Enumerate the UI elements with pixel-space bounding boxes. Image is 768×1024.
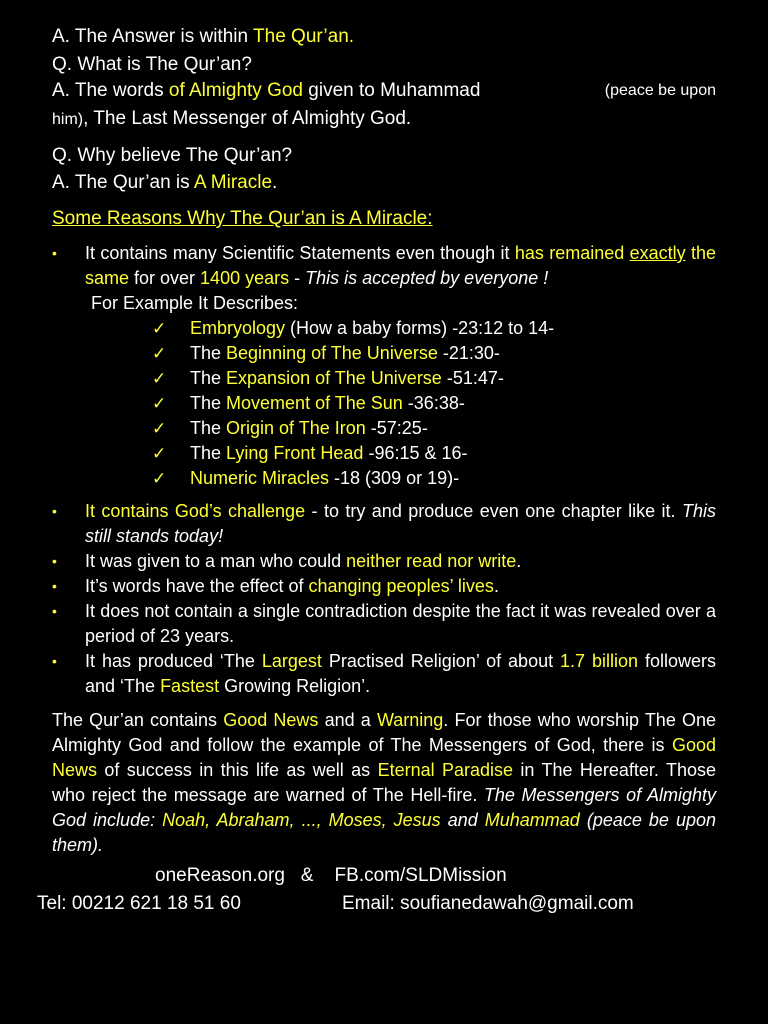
check-icon: ✓ [152, 344, 167, 363]
examples-list [0, 316, 768, 491]
bullet-item-scientific [52, 241, 716, 291]
footer-websites: oneReason.org & FB.com/SLDMission [155, 865, 507, 886]
intro-highlight: The Qur’an. [253, 26, 355, 47]
intro-text: . [272, 172, 278, 193]
example-text: The Beginning of The Universe -21:30- [190, 343, 500, 363]
bullet-icon: • [52, 503, 57, 519]
example-text: Embryology (How a baby forms) -23:12 to 14- [190, 318, 555, 338]
bullet-item-challenge [52, 499, 716, 549]
bullet-icon: • [52, 245, 57, 261]
intro-line-3 [52, 78, 716, 103]
check-icon: ✓ [152, 394, 167, 413]
bullet-item-no-contradiction [52, 599, 716, 649]
example-text: The Expansion of The Universe -51:47- [190, 368, 504, 388]
bullet-text: It contains God’s challenge - to try and produce even one chapter like it. This still stands today! [85, 501, 716, 546]
intro-text: given to Muhammad [303, 80, 481, 101]
bullet-text: It’s words have the effect of changing peoples’ lives. [85, 576, 499, 596]
example-intro: For Example It Describes: [91, 293, 299, 313]
intro-line-5: Q. Why believe The Qur’an? [52, 145, 293, 166]
intro-line-1 [52, 24, 716, 49]
intro-line-6 [52, 170, 716, 195]
bullet-icon: • [52, 603, 57, 619]
bullet-icon: • [52, 578, 57, 594]
check-icon: ✓ [152, 319, 167, 338]
example-text: The Movement of The Sun -36:38- [190, 393, 465, 413]
intro-text: , The Last Messenger of Almighty God. [83, 108, 412, 129]
bullet-text: It contains many Scientific Statements even though it has remained exactly the same for over 1400 years - This is accepted by everyone ! [85, 243, 716, 288]
footer-email: Email: soufianedawah@gmail.com [342, 893, 634, 914]
bullet-text: It does not contain a single contradiction despite the fact it was revealed over a period of 23 years. [85, 601, 716, 646]
check-icon: ✓ [152, 469, 167, 488]
intro-line-4 [52, 106, 716, 132]
check-icon: ✓ [152, 369, 167, 388]
check-icon: ✓ [152, 419, 167, 438]
bullet-item-largest-religion [52, 649, 716, 699]
intro-line-2: Q. What is The Qur’an? [52, 54, 252, 75]
intro-text: A. The Qur’an is [52, 172, 194, 193]
example-text: The Lying Front Head -96:15 & 16- [190, 443, 468, 463]
example-text: Numeric Miracles -18 (309 or 19)- [190, 468, 460, 488]
footer-phone: Tel: 00212 621 18 51 60 [37, 893, 241, 914]
intro-highlight: A Miracle [193, 172, 273, 193]
bullet-text: It has produced ‘The Largest Practised Religion’ of about 1.7 billion followers and ‘The Fastest Growing Religion’. [85, 651, 716, 696]
intro-text: A. The Answer is within [52, 26, 254, 47]
intro-highlight: of Almighty God [168, 80, 303, 101]
example-text: The Origin of The Iron -57:25- [190, 418, 428, 438]
section-heading: Some Reasons Why The Qur’an is A Miracle: [52, 208, 433, 229]
intro-small-text: (peace be upon [604, 82, 716, 99]
closing-paragraph: The Qur’an contains Good News and a Warning. For those who worship The One Almighty God and follow the example of The Messengers of God, there is Good News of success in this life as well as Eternal Paradise in The Hereafter. Those who reject the message are warned of The Hell-fire. The Messengers of Almighty God include: Noah, Abraham, ..., Moses, Jesus and Muhammad (peace be upon them). [52, 710, 717, 855]
intro-text: A. The words [52, 80, 169, 101]
bullet-text: It was given to a man who could neither read nor write. [85, 551, 522, 571]
bullet-item-changing-lives [52, 574, 716, 599]
check-icon: ✓ [152, 444, 167, 463]
bullet-item-read-write [52, 549, 716, 574]
bullet-icon: • [52, 653, 57, 669]
intro-small-text: him) [52, 111, 84, 128]
bullet-icon: • [52, 553, 57, 569]
